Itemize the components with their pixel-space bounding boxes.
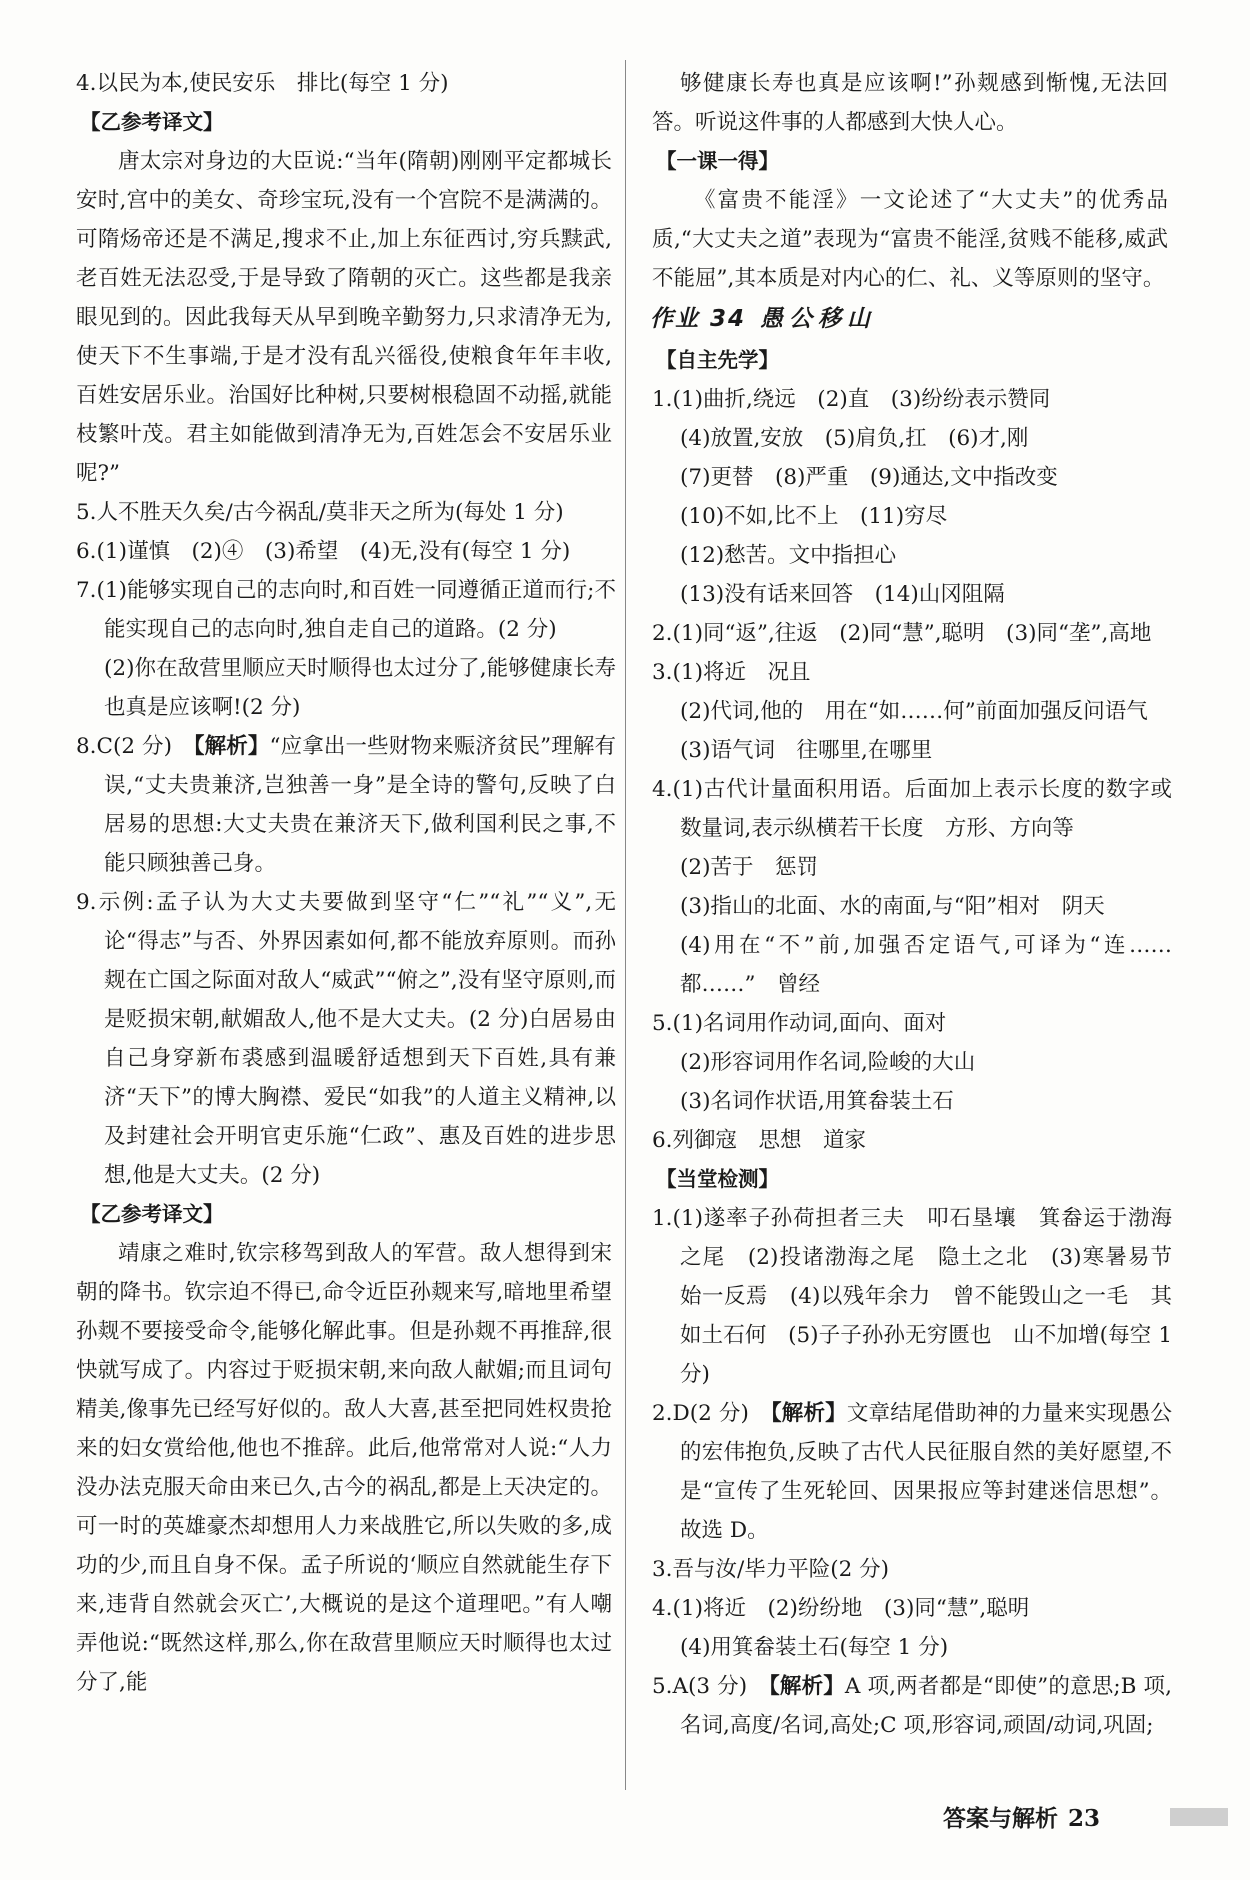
self-study-1e: (12)愁苦。文中指担心 [680,543,897,568]
analysis-tag: 【解析】 [770,1401,847,1426]
self-study-4d: (4)用在“不”前,加强否定语气,可译为“连……都……” 曾经 [680,933,1172,997]
section-heading-lesson-takeaway: 【一课一得】 [656,149,779,173]
self-study-3b: (2)代词,他的 用在“如……何”前面加强反问语气 [680,699,1148,724]
translation-paragraph-2: 靖康之难时,钦宗移驾到敌人的军营。敌人想得到宋朝的降书。钦宗迫不得已,命令近臣孙觌来写,暗地里希望孙觌不要接受命令,能够化解此事。但是孙觌不再推辞,很快就写成了。内容过于贬损宋朝,来向敌人献媚;而且词句精美,像事先已经写好似的。敌人大喜,甚至把同姓权贵抢来的妇女赏给他,他也不推辞。此后,他常常对人说:“人力没办法克服天命由来已久,古今的祸乱,都是上天决定的。可一时的英雄豪杰却想用人力来战胜它,所以失败的多,成功的少,而且自身不保。孟子所说的‘顺应自然就能生存下来,违背自然就会灭亡’,大概说的是这个道理吧。”有人嘲弄他说:“既然这样,那么,你在敌营里顺应天时顺得也太过分了,能 [76,1241,612,1695]
self-study-1d: (10)不如,比不上 (11)穷尽 [680,504,948,529]
translation-continuation: 够健康长寿也真是应该啊!”孙觌感到惭愧,无法回答。听说这件事的人都感到大快人心。 [652,71,1168,135]
assignment-title: 作业 34 愚公移山 [650,306,877,332]
self-study-1c: (7)更替 (8)严重 (9)通达,文中指改变 [680,465,1058,490]
self-study-1f: (13)没有话来回答 (14)山冈阻隔 [680,582,1005,607]
analysis-tag: 【解析】 [769,1674,845,1699]
right-column [650,64,1194,1745]
section-heading-self-study: 【自主先学】 [656,348,779,372]
self-study-5c: (3)名词作状语,用箕畚装土石 [680,1089,954,1114]
footer-decoration [1170,1808,1228,1826]
column-divider [625,60,626,1790]
self-study-4b: (2)苦于 惩罚 [680,855,818,880]
self-study-4c: (3)指山的北面、水的南面,与“阳”相对 阴天 [680,894,1105,919]
answer-8: 8.C(2 分) 【解析】“应拿出一些财物来赈济贫民”理解有误,“丈夫贵兼济,岂独善一身”是全诗的警句,反映了白居易的思想:大丈夫贵在兼济天下,做利国利民之事,不能只顾独善己身。 [76,734,616,876]
check-5: 5.A(3 分) 【解析】A 项,两者都是“即使”的意思;B 项,名词,高度/名词,高处;C 项,形容词,顽固/动词,巩固; [652,1674,1172,1738]
check-4a: 4.(1)将近 (2)纷纷地 (3)同“慧”,聪明 [652,1596,1030,1621]
check-2: 2.D(2 分) 【解析】文章结尾借助神的力量来实现愚公的宏伟抱负,反映了古代人民征服自然的美好愿望,不是“宣传了生死轮回、因果报应等封建迷信思想”。故选 D。 [652,1401,1172,1543]
section-heading-translation-2: 【乙参考译文】 [80,1202,224,1226]
self-study-5b: (2)形容词用作名词,险峻的大山 [680,1050,976,1075]
translation-paragraph: 唐太宗对身边的大臣说:“当年(隋朝)刚刚平定都城长安时,宫中的美女、奇珍宝玩,没有一个宫院不是满满的。可隋炀帝还是不满足,搜求不止,加上东征西讨,穷兵黩武,老百姓无法忍受,于是导致了隋朝的灭亡。这些都是我亲眼见到的。因此我每天从早到晚辛勤努力,只求清净无为,使天下不生事端,于是才没有乱兴徭役,使粮食年年丰收,百姓安居乐业。治国好比种树,只要树根稳固不动摇,就能枝繁叶茂。君主如能做到清净无为,百姓怎会不安居乐业呢?” [76,149,612,486]
self-study-6: 6.列御寇 思想 道家 [652,1128,867,1153]
section-heading-in-class-check: 【当堂检测】 [656,1167,779,1191]
self-study-1a: 1.(1)曲折,绕远 (2)直 (3)纷纷表示赞同 [652,387,1051,412]
answer-4: 4.以民为本,使民安乐 排比(每空 1 分) [76,71,449,96]
analysis-tag: 【解析】 [193,734,270,759]
self-study-1b: (4)放置,安放 (5)肩负,扛 (6)才,刚 [680,426,1029,451]
footer-label: 答案与解析 [942,1806,1058,1832]
self-study-3a: 3.(1)将近 况且 [652,660,811,685]
answer-6: 6.(1)谨慎 (2)④ (3)希望 (4)无,没有(每空 1 分) [76,539,571,564]
check-1: 1.(1)遂率子孙荷担者三夫 叩石垦壤 箕畚运于渤海之尾 (2)投诸渤海之尾 隐土之北 (3)寒暑易节 始一反焉 (4)以残年余力 曾不能毁山之一毛 其如土石何 (5)子子孙孙无穷匮也 山不加增(每空 1 分) [652,1206,1194,1387]
self-study-4a: 4.(1)古代计量面积用语。后面加上表示长度的数字或数量词,表示纵横若干长度 方形、方向等 [652,777,1172,841]
self-study-2: 2.(1)同“返”,往返 (2)同“慧”,聪明 (3)同“垄”,高地 [652,621,1152,646]
answer-9: 9.示例:孟子认为大丈夫要做到坚守“仁”“礼”“义”,无论“得志”与否、外界因素如何,都不能放弃原则。而孙觌在亡国之际面对敌人“威武”“俯之”,没有坚守原则,而是贬损宋朝,献媚敌人,他不是大丈夫。(2 分)白居易由自己身穿新布裘感到温暖舒适想到天下百姓,具有兼济“天下”的博大胸襟、爱民“如我”的人道主义精神,以及封建社会开明官吏乐施“仁政”、惠及百姓的进步思想,他是大丈夫。(2 分) [76,890,616,1188]
answer-7-part-2: (2)你在敌营里顺应天时顺得也太过分了,能够健康长寿也真是应该啊!(2 分) [104,656,616,720]
answer-7-part-1: 7.(1)能够实现自己的志向时,和百姓一同遵循正道而行;不能实现自己的志向时,独自走自己的道路。(2 分) [76,578,616,642]
check-4b: (4)用箕畚装土石(每空 1 分) [680,1635,949,1660]
self-study-3c: (3)语气词 往哪里,在哪里 [680,738,933,763]
self-study-5a: 5.(1)名词用作动词,面向、面对 [652,1011,947,1036]
lesson-takeaway-paragraph: 《富贵不能淫》一文论述了“大丈夫”的优秀品质,“大丈夫之道”表现为“富贵不能淫,贫贱不能移,威武不能屈”,其本质是对内心的仁、礼、义等原则的坚守。 [652,188,1168,291]
check-3: 3.吾与汝/毕力平险(2 分) [652,1557,890,1582]
answer-5: 5.人不胜天久矣/古今祸乱/莫非天之所为(每处 1 分) [76,500,564,525]
left-column [76,64,616,1702]
page-number: 23 [1067,1805,1100,1832]
page-footer [943,1800,1100,1833]
section-heading-translation: 【乙参考译文】 [80,110,224,134]
